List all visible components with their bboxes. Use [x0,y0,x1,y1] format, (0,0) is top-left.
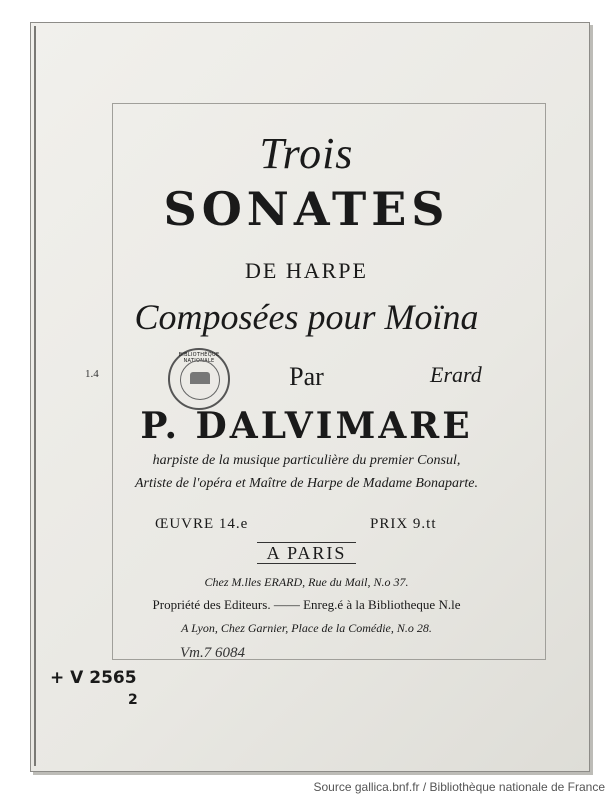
publisher-rights: Propriété des Editeurs. —— Enreg.é à la Bibliotheque N.le [152,597,461,612]
publisher-city-label: A PARIS [257,542,357,564]
publisher-city [0,543,613,564]
description-line-1: harpiste de la musique particulière du premier Consul, [152,453,461,468]
author-name: P. DALVIMARE [140,405,473,447]
source-credit: Source gallica.bnf.fr / Bibliothèque nationale de France [313,780,605,794]
title-sonates: SONATES [163,182,450,236]
stamp-text: BIBLIOTHÈQUE NATIONALE [178,352,220,364]
margin-shelf-mark: + V 2565 [50,668,137,688]
margin-number: 2 [128,692,138,708]
title-composees: Composées pour Moïna [134,297,479,337]
title-par: Par [289,362,324,391]
description-line-2: Artiste de l'opéra et Maître de Harpe de Madame Bonaparte. [134,476,479,491]
shelfmark-note: Vm.7 6084 [180,645,245,661]
opus-number: ŒUVRE 14.e [155,516,249,532]
crown-icon [190,372,210,384]
publisher-lyon: A Lyon, Chez Garnier, Place de la Comédie, N.o 28. [181,621,432,635]
margin-small-mark: 1.4 [85,368,99,380]
title-trois: Trois [259,129,354,178]
publisher-address: Chez M.lles ERARD, Rue du Mail, N.o 37. [204,575,409,589]
price: PRIX 9.tt [370,516,437,532]
title-de-harpe: DE HARPE [245,258,368,283]
library-stamp [168,348,230,410]
handwritten-signature: Erard [430,362,482,387]
